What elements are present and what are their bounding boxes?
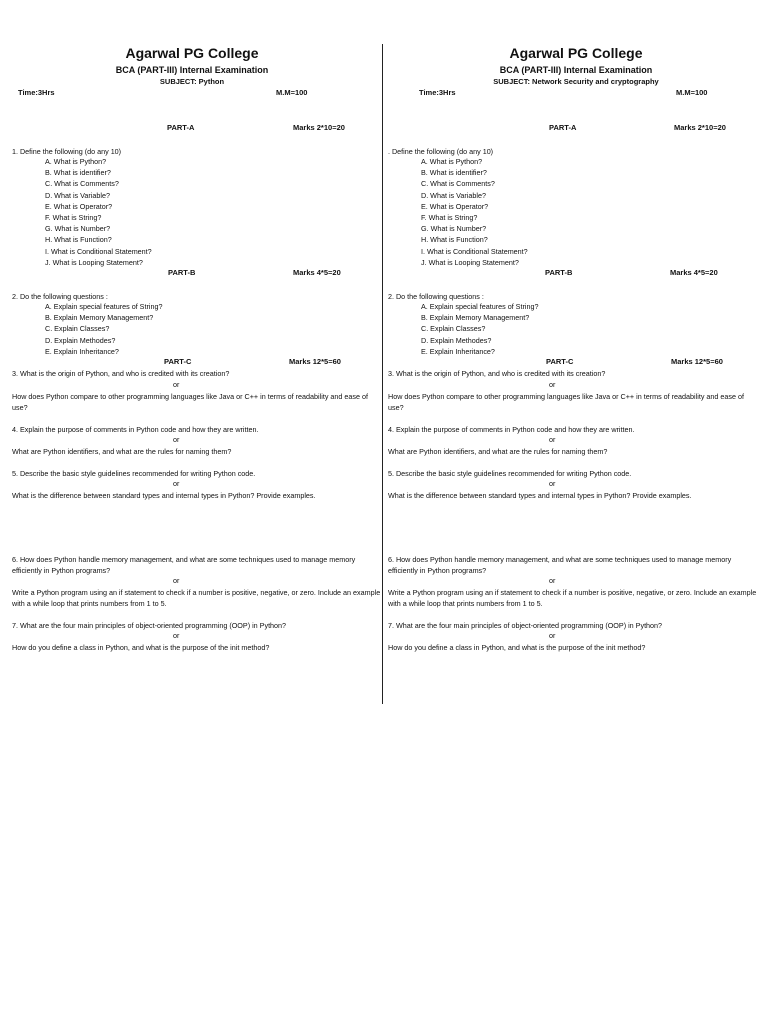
list-item: A. Explain special features of String? bbox=[45, 302, 163, 311]
exam-paper-python bbox=[0, 0, 381, 720]
list-item: B. Explain Memory Management? bbox=[421, 313, 530, 323]
question-6: 6. How does Python handle memory management, and what are some techniques used to manage memory efficiently in Python programs? bbox=[388, 555, 732, 575]
question-5-alternative: What is the difference between standard types and internal types in Python? Provide examples. bbox=[12, 491, 316, 500]
list-item: B. Explain Memory Management? bbox=[45, 313, 154, 323]
or-separator: or bbox=[173, 631, 180, 640]
list-item: E. What is Operator? bbox=[45, 201, 113, 211]
question-4: 4. Explain the purpose of comments in Python code and how they are written. bbox=[12, 425, 259, 434]
question-7-alternative: How do you define a class in Python, and what is the purpose of the init method? bbox=[12, 643, 270, 652]
part-c-marks: Marks 12*5=60 bbox=[671, 357, 723, 366]
question-7: 7. What are the four main principles of object-oriented programming (OOP) in Python? bbox=[12, 621, 287, 630]
question-7-alternative: How do you define a class in Python, and what is the purpose of the init method? bbox=[388, 643, 646, 652]
question-3: 3. What is the origin of Python, and who is credited with its creation? bbox=[388, 369, 606, 378]
list-item: B. What is identifier? bbox=[421, 168, 487, 178]
question-4-alternative: What are Python identifiers, and what are the rules for naming them? bbox=[388, 447, 608, 456]
time-allowed: Time:3Hrs bbox=[419, 88, 456, 97]
or-separator: or bbox=[173, 380, 180, 389]
question-4-alternative: What are Python identifiers, and what are the rules for naming them? bbox=[12, 447, 232, 456]
part-a-heading: PART-A bbox=[167, 123, 195, 132]
part-b-heading: PART-B bbox=[168, 268, 196, 277]
exam-paper-network-security bbox=[384, 0, 759, 720]
question-3-alternative: How does Python compare to other programming languages like Java or C++ in terms of readability and ease of use? bbox=[388, 392, 744, 412]
max-marks: M.M=100 bbox=[276, 88, 308, 97]
list-item: E. What is Operator? bbox=[421, 201, 489, 211]
exam-title: BCA (PART-III) Internal Examination bbox=[499, 65, 653, 75]
part-c-heading: PART-C bbox=[546, 357, 574, 366]
list-item: A. Explain special features of String? bbox=[421, 302, 539, 311]
list-item: H. What is Function? bbox=[45, 235, 112, 245]
or-separator: or bbox=[549, 435, 556, 444]
list-item: G. What is Number? bbox=[45, 224, 111, 234]
question-5: 5. Describe the basic style guidelines recommended for writing Python code. bbox=[388, 469, 632, 478]
list-item: E. Explain Inheritance? bbox=[421, 346, 495, 356]
list-item: D. Explain Methodes? bbox=[45, 335, 116, 345]
subject: SUBJECT: Network Security and cryptography bbox=[493, 77, 659, 86]
or-separator: or bbox=[549, 631, 556, 640]
list-item: F. What is String? bbox=[45, 213, 102, 223]
list-item: E. Explain Inheritance? bbox=[45, 346, 119, 356]
question-6: 6. How does Python handle memory management, and what are some techniques used to manage memory efficiently in Python programs? bbox=[12, 555, 356, 575]
exam-title: BCA (PART-III) Internal Examination bbox=[115, 65, 269, 75]
question-2-items bbox=[45, 301, 162, 357]
part-c-heading: PART-C bbox=[164, 357, 192, 366]
list-item: J. What is Looping Statement? bbox=[421, 257, 519, 267]
list-item: J. What is Looping Statement? bbox=[45, 257, 143, 267]
question-2: 2. Do the following questions : bbox=[388, 292, 484, 301]
question-2: 2. Do the following questions : bbox=[12, 292, 108, 301]
part-a-marks: Marks 2*10=20 bbox=[674, 123, 726, 132]
or-separator: or bbox=[173, 435, 180, 444]
list-item: H. What is Function? bbox=[421, 235, 488, 245]
subject: SUBJECT: Python bbox=[159, 77, 225, 86]
question-5: 5. Describe the basic style guidelines recommended for writing Python code. bbox=[12, 469, 256, 478]
or-separator: or bbox=[173, 576, 180, 585]
or-separator: or bbox=[173, 479, 180, 488]
question-1: . Define the following (do any 10) bbox=[388, 147, 494, 156]
college-name: Agarwal PG College bbox=[125, 45, 259, 61]
question-3-alternative: How does Python compare to other programming languages like Java or C++ in terms of readability and ease of use? bbox=[12, 392, 368, 412]
question-5-alternative: What is the difference between standard types and internal types in Python? Provide examples. bbox=[388, 491, 692, 500]
question-6-alternative: Write a Python program using an if statement to check if a number is positive, negative, or zero. Include an example with a while loop that prints numbers from 1 to 5. bbox=[388, 588, 757, 608]
part-c-marks: Marks 12*5=60 bbox=[289, 357, 341, 366]
question-4: 4. Explain the purpose of comments in Python code and how they are written. bbox=[388, 425, 635, 434]
question-7: 7. What are the four main principles of object-oriented programming (OOP) in Python? bbox=[388, 621, 663, 630]
list-item: I. What is Conditional Statement? bbox=[421, 246, 528, 256]
list-item: C. What is Comments? bbox=[421, 179, 495, 189]
list-item: A. What is Python? bbox=[45, 157, 107, 166]
question-3: 3. What is the origin of Python, and who is credited with its creation? bbox=[12, 369, 230, 378]
part-a-heading: PART-A bbox=[549, 123, 577, 132]
or-separator: or bbox=[549, 380, 556, 389]
part-b-marks: Marks 4*5=20 bbox=[293, 268, 341, 277]
question-6-alternative: Write a Python program using an if statement to check if a number is positive, negative, or zero. Include an example with a while loop that prints numbers from 1 to 5. bbox=[12, 588, 381, 608]
question-1-items bbox=[45, 156, 152, 268]
or-separator: or bbox=[549, 479, 556, 488]
question-1: 1. Define the following (do any 10) bbox=[12, 147, 122, 156]
list-item: C. What is Comments? bbox=[45, 179, 119, 189]
list-item: F. What is String? bbox=[421, 213, 478, 223]
list-item: C. Explain Classes? bbox=[45, 324, 110, 334]
list-item: C. Explain Classes? bbox=[421, 324, 486, 334]
question-2-items bbox=[421, 301, 538, 357]
part-a-marks: Marks 2*10=20 bbox=[293, 123, 345, 132]
list-item: G. What is Number? bbox=[421, 224, 487, 234]
part-b-heading: PART-B bbox=[545, 268, 573, 277]
max-marks: M.M=100 bbox=[676, 88, 708, 97]
list-item: D. Explain Methodes? bbox=[421, 335, 492, 345]
or-separator: or bbox=[549, 576, 556, 585]
college-name: Agarwal PG College bbox=[509, 45, 643, 61]
list-item: D. What is Variable? bbox=[421, 190, 486, 200]
list-item: B. What is identifier? bbox=[45, 168, 111, 178]
time-allowed: Time:3Hrs bbox=[18, 88, 55, 97]
list-item: A. What is Python? bbox=[421, 157, 483, 166]
list-item: D. What is Variable? bbox=[45, 190, 110, 200]
part-b-marks: Marks 4*5=20 bbox=[670, 268, 718, 277]
list-item: I. What is Conditional Statement? bbox=[45, 246, 152, 256]
question-1-items bbox=[421, 156, 528, 268]
